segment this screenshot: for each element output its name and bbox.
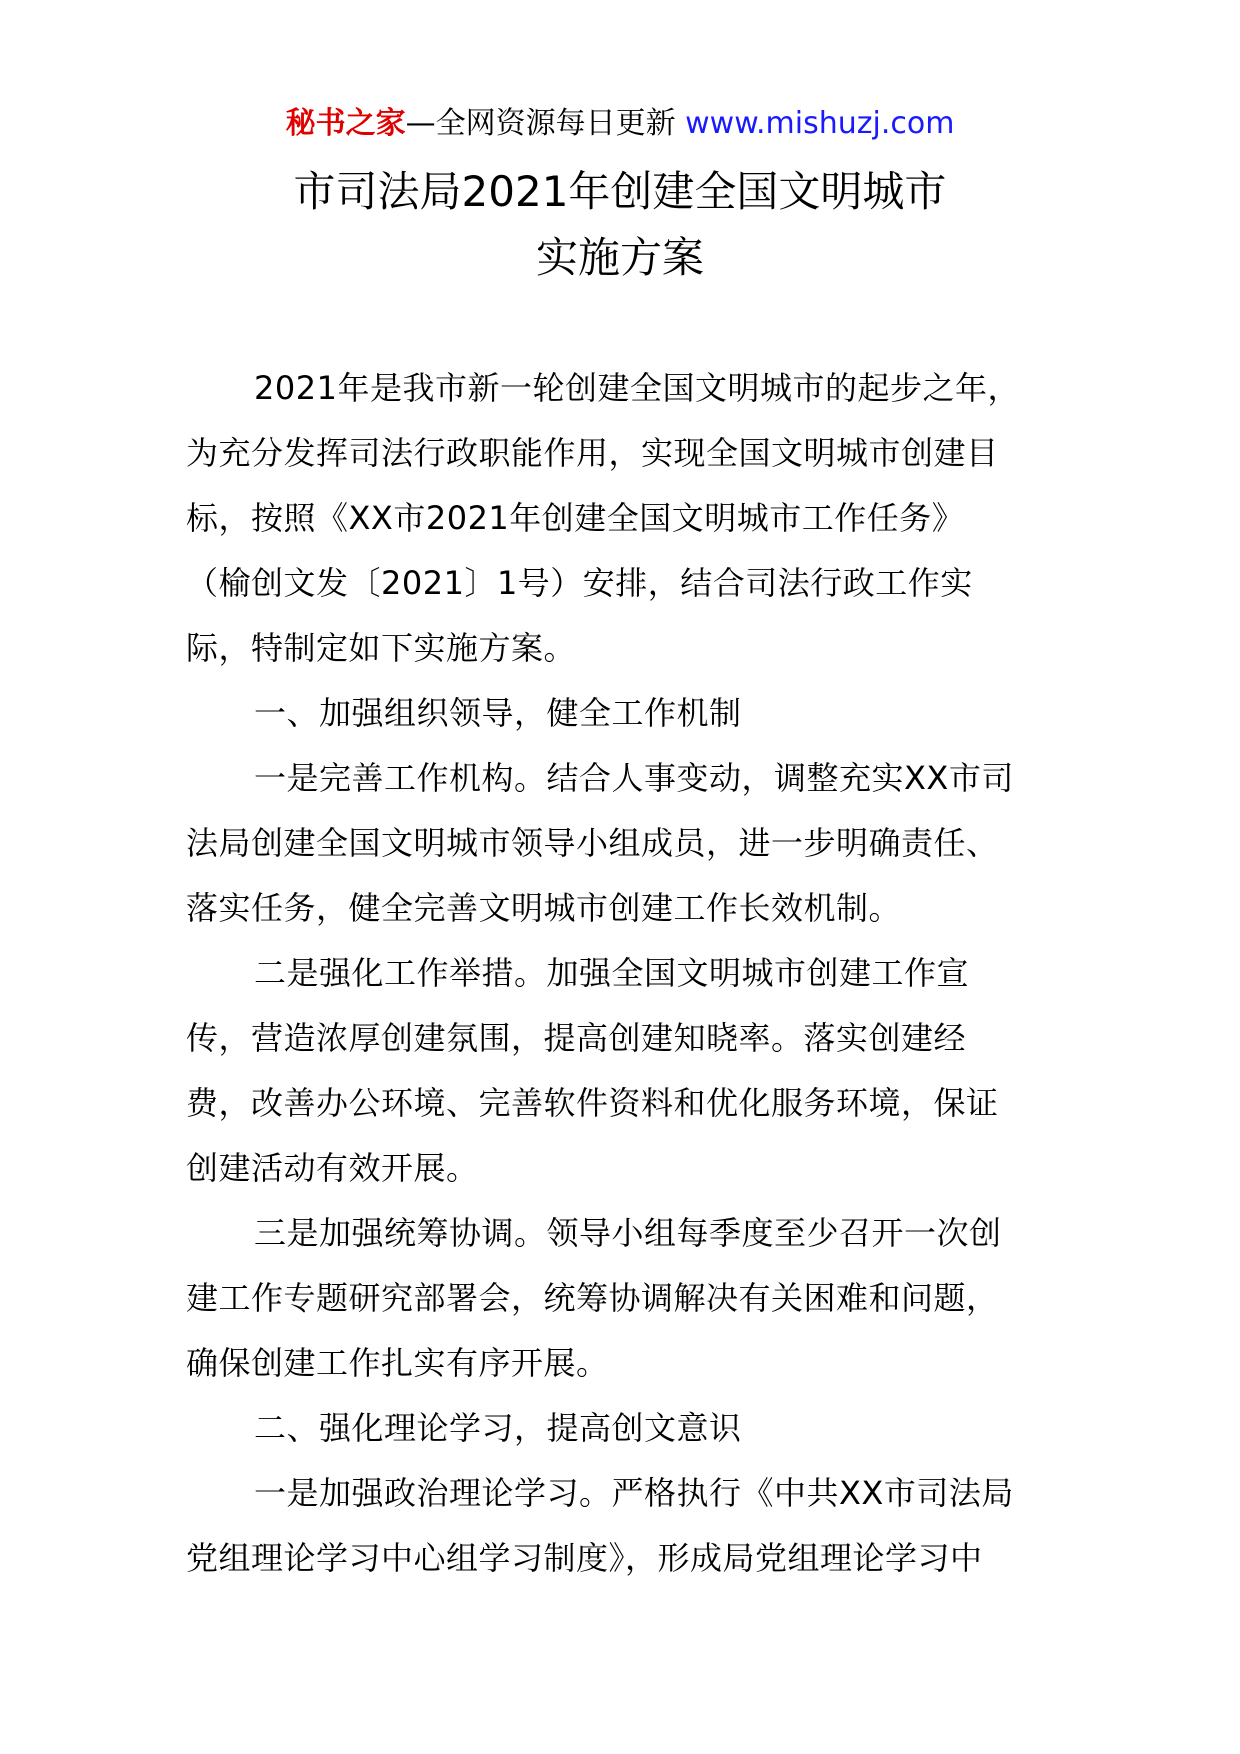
document-title-line-2: 实施方案 bbox=[535, 233, 704, 282]
brand-name: 秘书之家 bbox=[285, 106, 406, 141]
site-url-link[interactable]: www.mishuzj.com bbox=[685, 106, 955, 141]
site-header bbox=[0, 102, 1240, 146]
paragraph-line: 建工作专题研究部署会，统筹协调解决有关困难和问题， bbox=[186, 1279, 999, 1317]
paragraph-line: 落实任务，健全完善文明城市创建工作长效机制。 bbox=[186, 889, 902, 927]
paragraph-line: 三是加强统筹协调。领导小组每季度至少召开一次创 bbox=[254, 1214, 1002, 1252]
paragraph-line: 标，按照《XX市2021年创建全国文明城市工作任务》 bbox=[186, 499, 965, 537]
paragraph-line: 一是加强政治理论学习。严格执行《中共XX市司法局 bbox=[254, 1474, 1014, 1512]
header-tagline: —全网资源每日更新 bbox=[405, 106, 676, 141]
paragraph-line: 际，特制定如下实施方案。 bbox=[186, 629, 577, 667]
paragraph-line: 创建活动有效开展。 bbox=[186, 1149, 479, 1187]
paragraph-line: （榆创文发〔2021〕1号）安排，结合司法行政工作实 bbox=[186, 564, 973, 602]
paragraph-line: 费，改善办公环境、完善软件资料和优化服务环境，保证 bbox=[186, 1084, 999, 1122]
document-body bbox=[186, 356, 1056, 1591]
section-heading: 一、加强组织领导，健全工作机制 bbox=[254, 694, 742, 732]
paragraph-line: 一是完善工作机构。结合人事变动，调整充实XX市司 bbox=[254, 759, 1014, 797]
section-heading: 二、强化理论学习，提高创文意识 bbox=[254, 1409, 742, 1447]
paragraph-line: 党组理论学习中心组学习制度》，形成局党组理论学习中 bbox=[186, 1539, 983, 1577]
document-title-line-1: 市司法局2021年创建全国文明城市 bbox=[293, 167, 947, 216]
paragraph-line: 为充分发挥司法行政职能作用，实现全国文明城市创建目 bbox=[186, 434, 999, 472]
paragraph-line: 二是强化工作举措。加强全国文明城市创建工作宣 bbox=[254, 954, 970, 992]
paragraph-line: 确保创建工作扎实有序开展。 bbox=[186, 1344, 609, 1382]
paragraph-line: 传，营造浓厚创建氛围，提高创建知晓率。落实创建经 bbox=[186, 1019, 967, 1057]
paragraph-line: 2021年是我市新一轮创建全国文明城市的起步之年， bbox=[254, 369, 1020, 407]
paragraph-line: 法局创建全国文明城市领导小组成员，进一步明确责任、 bbox=[186, 824, 999, 862]
